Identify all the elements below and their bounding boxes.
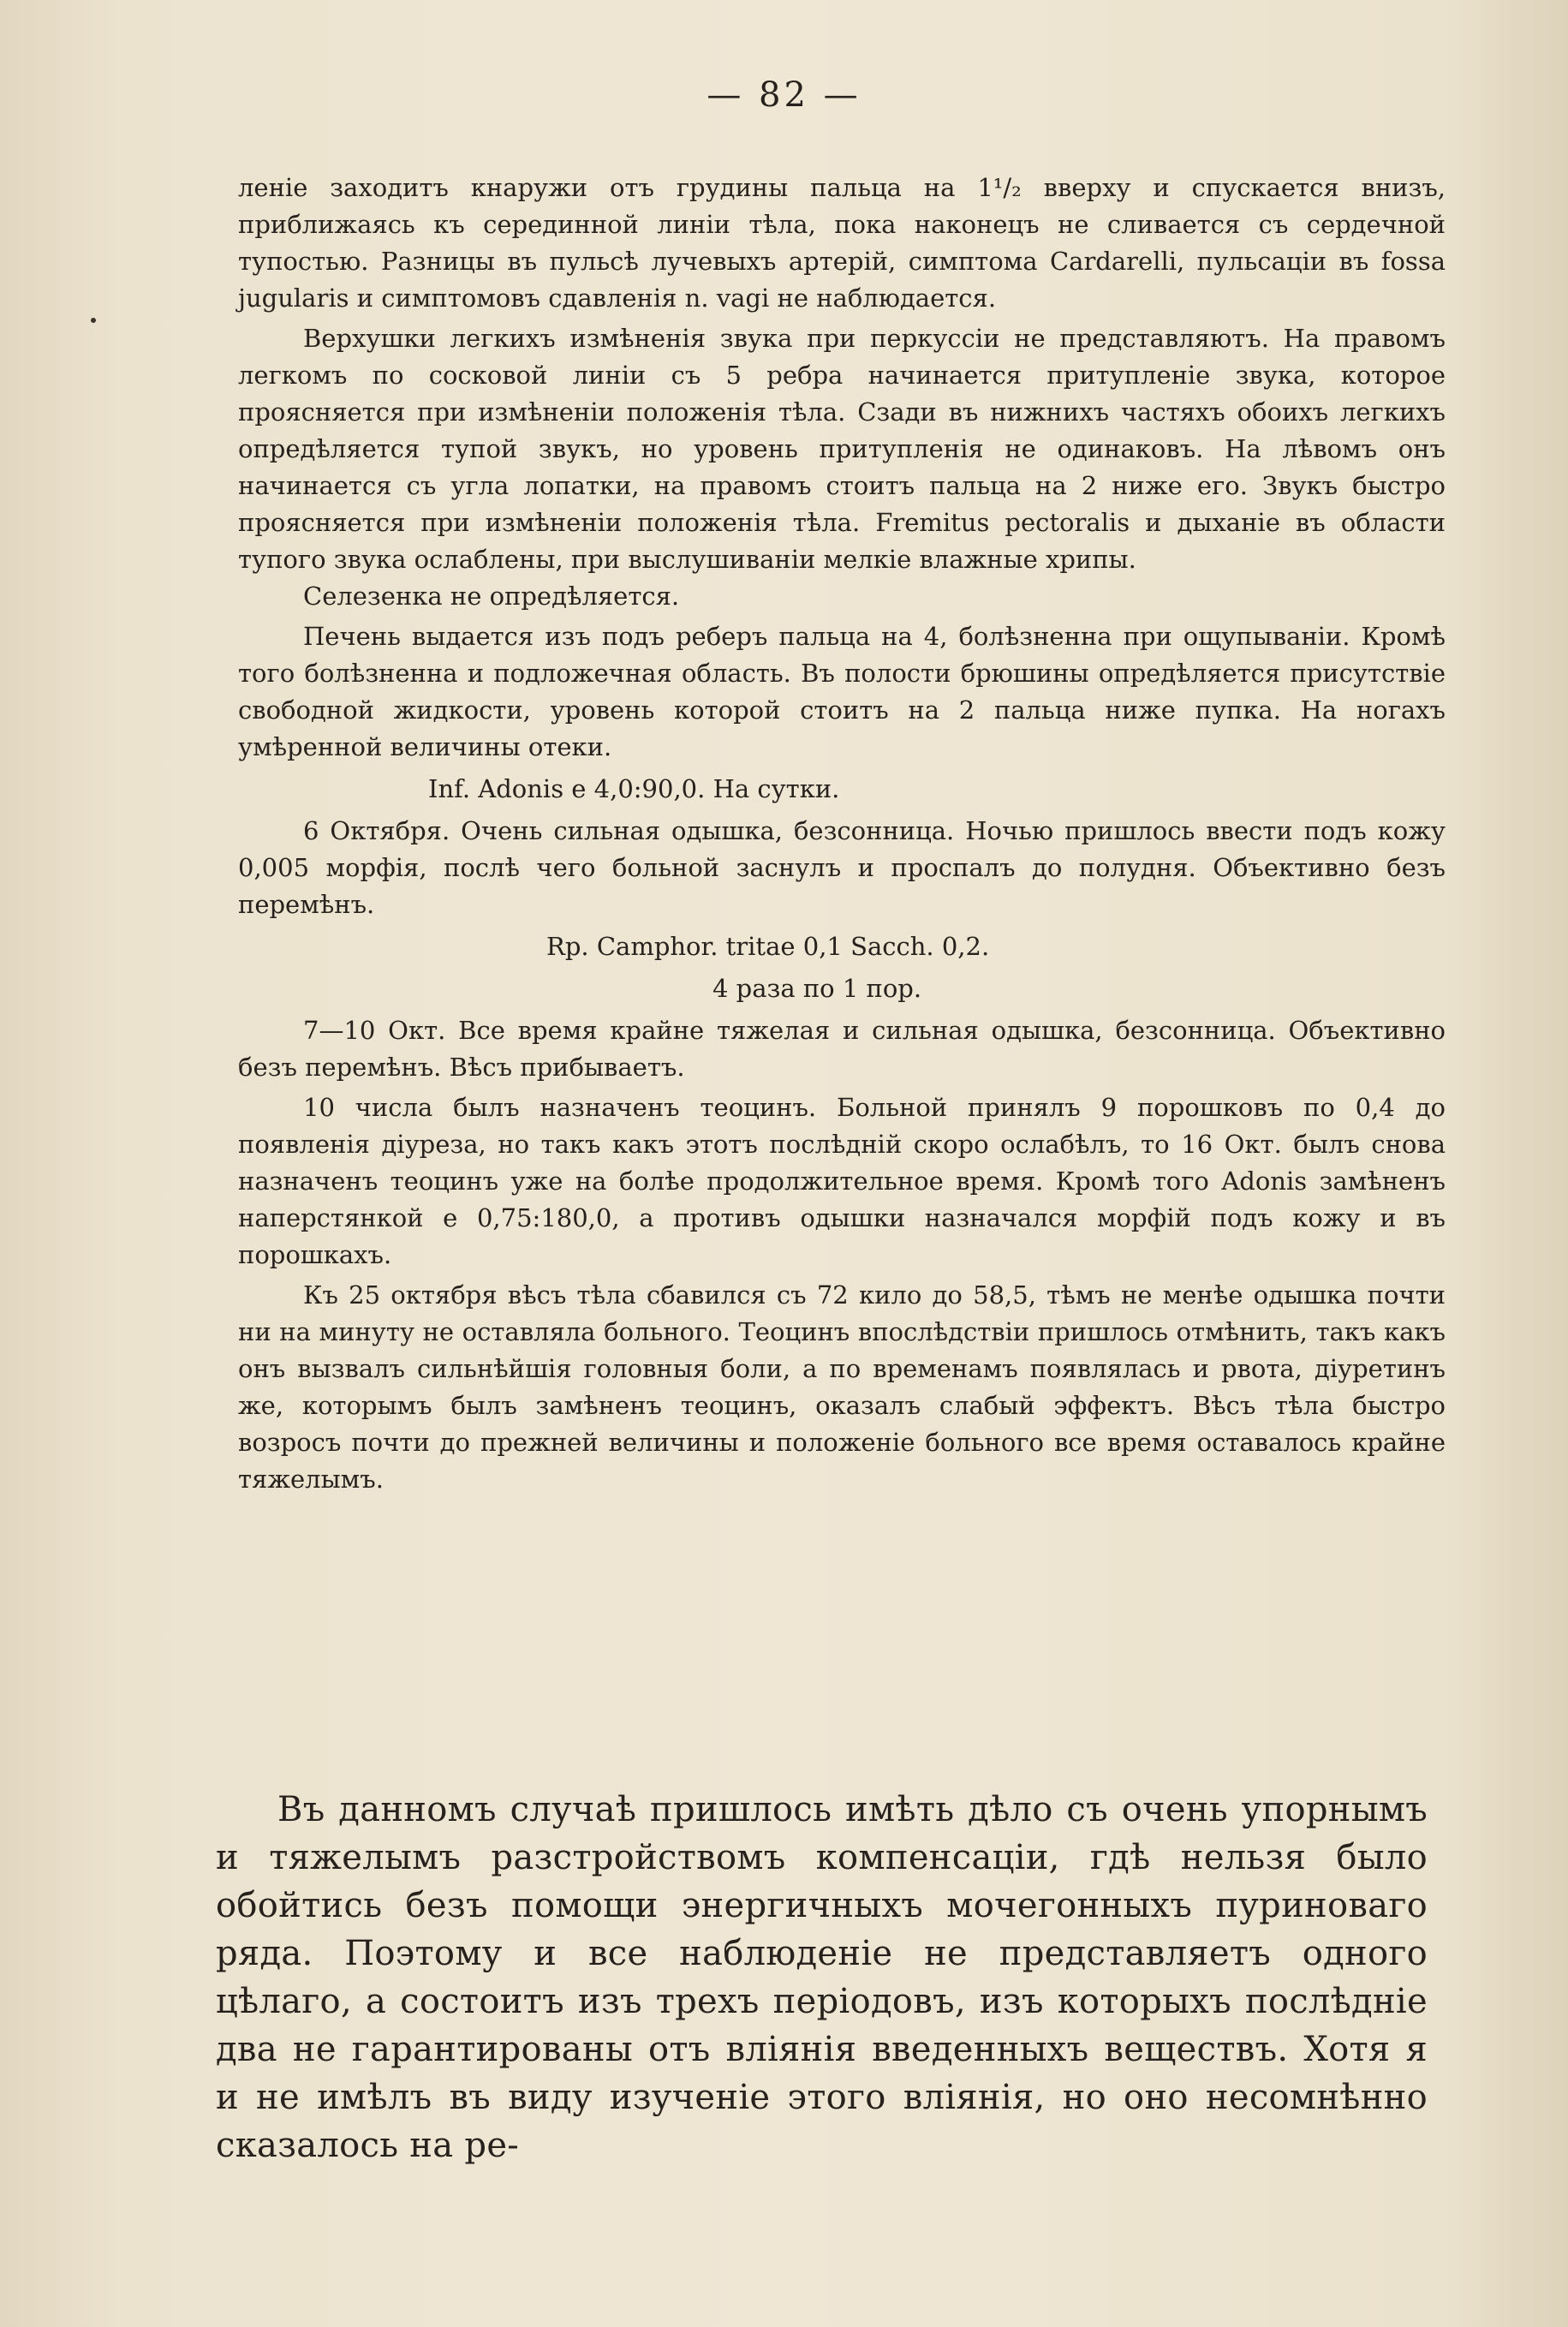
paragraph-october-7-10: 7—10 Окт. Все время крайне тяжелая и сильная одышка, безсонница. Объективно безъ перемѣнъ. Вѣсъ прибываетъ. bbox=[238, 1016, 1446, 1082]
paragraph-heart-dullness: леніе заходитъ кнаружи отъ грудины пальца на 1¹/₂ вверху и спускается внизъ, приближаясь къ серединной линіи тѣла, пока наконецъ не сливается съ сердечной тупостью. Разницы въ пульсѣ лучевыхъ артерій, симптома Cardarelli, пульсаціи въ fossa jugularis и симптомовъ сдавленія n. vagi не наблюдается. bbox=[238, 173, 1446, 313]
prescription-dosage: 4 раза по 1 пор. bbox=[712, 974, 922, 1003]
conclusion-paragraph: Въ данномъ случаѣ пришлось имѣть дѣло съ очень упорнымъ и тяжелымъ разстройствомъ компенсаціи, гдѣ нельзя было обойтись безъ помощи энергичныхъ мочегонныхъ пуриноваго ряда. Поэтому и все наблюденіе не представляетъ одного цѣлаго, а состоитъ изъ трехъ періодовъ, изъ которыхъ послѣдніе два не гарантированы отъ вліянія введенныхъ веществъ. Хотя я и не имѣлъ въ виду изученіе этого вліянія, но оно несомнѣнно сказалось на ре- bbox=[216, 1790, 1428, 2165]
paragraph-spleen: Селезенка не опредѣляется. bbox=[303, 582, 680, 611]
case-notes bbox=[238, 170, 1446, 1498]
paragraph-theocin: 10 числа былъ назначенъ теоцинъ. Больной принялъ 9 порошковъ по 0,4 до появленія діуреза, но такъ какъ этотъ послѣдній скоро ослабѣлъ, то 16 Окт. былъ снова назначенъ теоцинъ уже на болѣе продолжительное время. Кромѣ того Adonis замѣненъ наперстянкой e 0,75:180,0, а противъ одышки назначался морфій подъ кожу и въ порошкахъ. bbox=[238, 1093, 1446, 1269]
paragraph-liver: Печень выдается изъ подъ реберъ пальца на 4, болѣзненна при ощупываніи. Кромѣ того болѣзненна и подложечная область. Въ полости брюшины опредѣляется присутствіе свободной жидкости, уровень которой стоитъ на 2 пальца ниже пупка. На ногахъ умѣренной величины отеки. bbox=[238, 622, 1446, 761]
prescription-camphor: Rp. Camphor. tritae 0,1 Sacch. 0,2. bbox=[546, 932, 990, 961]
page-number: — 82 — bbox=[706, 75, 862, 115]
paragraph-lungs: Верхушки легкихъ измѣненія звука при перкуссіи не представляютъ. На правомъ легкомъ по сосковой линіи съ 5 ребра начинается притупленіе звука, которое проясняется при измѣненіи положенія тѣла. Сзади въ нижнихъ частяхъ обоихъ легкихъ опредѣляется тупой звукъ, но уровень притупленія не одинаковъ. На лѣвомъ онъ начинается съ угла лопатки, на правомъ стоитъ пальца на 2 ниже его. Звукъ быстро проясняется при измѣненіи положенія тѣла. Fremitus pectoralis и дыханіе въ области тупого звука ослаблены, при выслушиваніи мелкіе влажные хрипы. bbox=[238, 324, 1446, 574]
paragraph-october-25: Къ 25 октября вѣсъ тѣла сбавился съ 72 кило до 58,5, тѣмъ не менѣе одышка почти ни на минуту не оставляла больного. Теоцинъ впослѣдствіи пришлось отмѣнить, такъ какъ онъ вызвалъ сильнѣйшія головныя боли, а по временамъ появлялась и рвота, діуретинъ же, которымъ былъ замѣненъ теоцинъ, оказалъ слабый эффектъ. Вѣсъ тѣла быстро возросъ почти до прежней величины и положеніе больного все время оставалось крайне тяжелымъ. bbox=[238, 1280, 1446, 1494]
paragraph-october-6: 6 Октября. Очень сильная одышка, безсонница. Ночью пришлось ввести подъ кожу 0,005 морфія, послѣ чего больной заснулъ и проспалъ до полудня. Объективно безъ перемѣнъ. bbox=[238, 816, 1446, 919]
margin-speck bbox=[91, 318, 96, 323]
prescription-adonis: Inf. Adonis e 4,0:90,0. На сутки. bbox=[428, 774, 840, 803]
